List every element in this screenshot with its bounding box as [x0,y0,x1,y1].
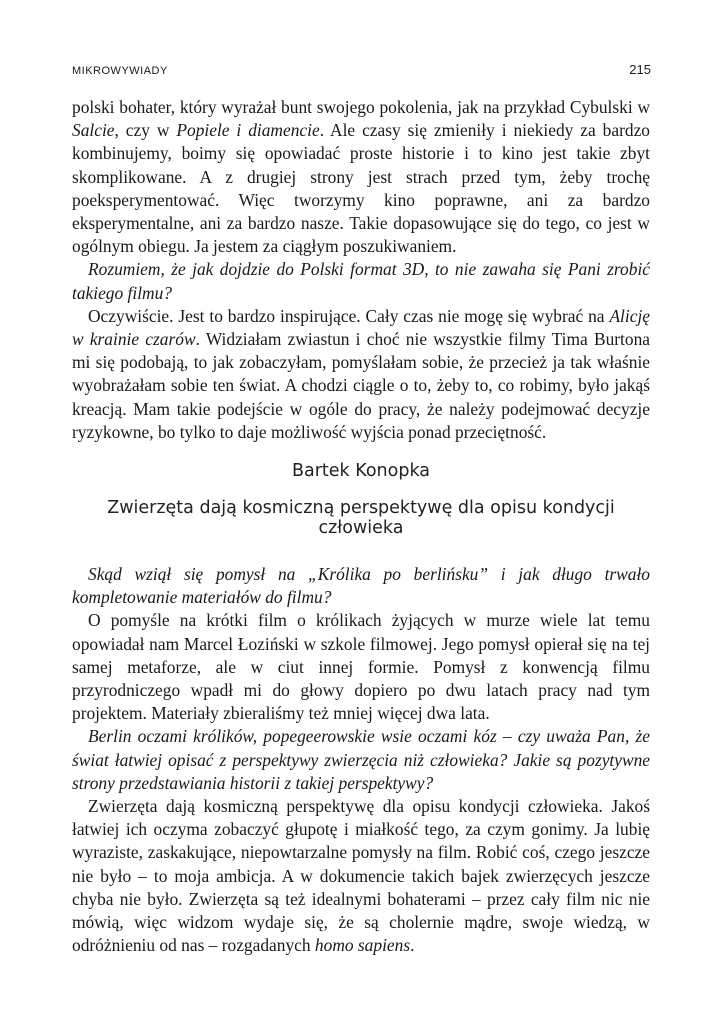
interview-question: Berlin oczami królików, popegeerowskie wsie oczami kóz – czy uważa Pan, że świat łatwiej opisać z perspektywy zwierzęcia niż człowieka? Jakie są pozytywne strony przedstawiania historii z takiej perspektywy? [72,726,650,793]
answer-paragraph [72,305,650,444]
text-run: . Widziałam zwiastun i choć nie wszystkie filmy Tima Burtona mi się podobają, to jak zobaczyłam, pomyślałam sobie, że przecież ja tak właśnie wyobrażałam sobie ten świat. A chodzi ciągle o to, żeby to, co robimy, było jakąś kreacją. Mam takie podejście w ogóle do pracy, że należy podejmować decyzje ryzykowne, bo tylko to daje możliwość wyjścia ponad przeciętność. [72,329,650,442]
text-run: Zwierzęta dają kosmiczną perspektywę dla opisu kondycji człowieka. Jakoś łatwiej ich oczyma zobaczyć głupotę i miałkość tego, za czym gonimy. Ja lubię wyraziste, zaskakujące, niepowtarzalne pomysły na film. Robić coś, czego jeszcze nie było – to moja ambicja. A w dokumencie takich bajek zwierzęcych jeszcze chyba nie było. Zwierzęta są też idealnymi bohaterami – przez cały film nic nie mówią, więc widzom wydaje się, że są cholernie mądre, swoje wiedzą, w odróżnieniu od nas – rozgadanych [72,796,650,956]
interview-question: Skąd wziął się pomysł na „Królika po berlińsku” i jak długo trwało kompletowanie materiałów do filmu? [72,564,650,608]
answer-paragraph [72,96,650,258]
text-run: . [410,935,415,956]
italic-title: Alicję w krainie czarów [72,305,650,350]
text-run: , czy w [114,120,177,141]
interview-question: Rozumiem, że jak dojdzie do Polski format 3D, to nie zawaha się Pani zrobić takiego filmu? [72,259,650,303]
italic-title: homo sapiens [314,935,411,956]
text-run: Oczywiście. Jest to bardzo inspirujące. Cały czas nie mogę się wybrać na [88,305,610,326]
interview-body [72,563,650,957]
running-title: MIKROWYWIADY [72,65,168,77]
text-run: polski bohater, który wyrażał bunt swojego pokolenia, jak na przykład Cybulski w [72,97,650,117]
interview-title: Zwierzęta dają kosmiczną perspektywę dla opisu kondycji człowieka [107,498,615,538]
text-run: O pomyśle na krótki film o królikach żyjących w murze wiele lat temu opowiadał nam Marcel Łoziński w szkole filmowej. Jego pomysł opierał się na tej samej metaforze, ale w ciut innej formie. Pomysł z konwencją filmu przyrodniczego wpadł mi do głowy dopiero po dwu latach pracy nad tym projektem. Materiały zbieraliśmy też mniej więcej dwa lata. [72,610,650,724]
italic-title: Salcie [72,120,115,141]
interviewee-name: Bartek Konopka [291,461,431,481]
interview-continuation [72,96,650,444]
text-run: . Ale czasy się zmieniły i niekiedy za bardzo kombinujemy, boimy się opowiadać proste historie i to kino jest takie zbyt skomplikowane. A z drugiej strony jest strach przed tym, żeby trochę poeksperymentować. Więc tworzymy kino poprawne, ani za bardzo eksperymentalne, ani za bardzo nasze. Takie dopasowujące się do tego, co jest w ogólnym obiegu. Ja jestem za ciągłym poszukiwaniem. [72,120,650,257]
answer-paragraph [72,609,650,725]
answer-paragraph [72,795,650,957]
running-header [72,62,651,77]
page-number: 215 [629,62,651,77]
italic-title: Popiele i diamencie [176,120,320,141]
